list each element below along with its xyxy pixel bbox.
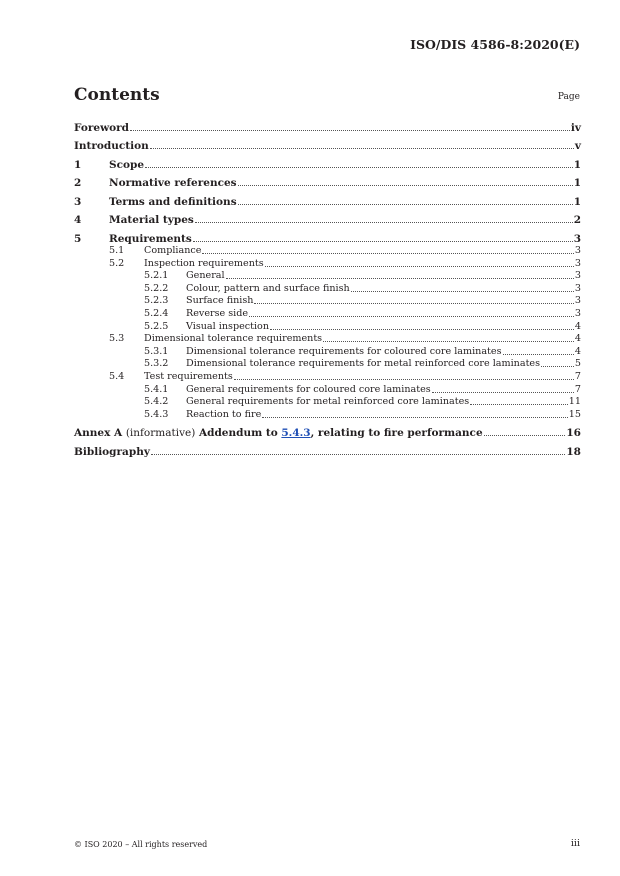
dot-leader — [265, 266, 574, 267]
toc-entry-page: 1 — [573, 159, 581, 171]
toc-entry-text: Visual inspection — [186, 321, 270, 332]
toc-entry-text — [74, 427, 483, 439]
dot-leader — [238, 185, 573, 186]
toc-entry-text: Dimensional tolerance requirements for coloured core laminates — [186, 346, 502, 357]
toc-entry-text: General — [186, 270, 225, 281]
toc-entry-page: 4 — [574, 346, 581, 357]
toc-entry-number: 5.2 — [109, 258, 125, 269]
toc-entry-text: Requirements — [109, 233, 192, 245]
dot-leader — [249, 316, 574, 317]
toc-entry-number: 4 — [74, 214, 82, 226]
toc-entry-bibliography[interactable] — [74, 446, 581, 458]
toc-entry-page: 3 — [574, 245, 581, 256]
toc-entry-text: Bibliography — [74, 446, 150, 458]
toc-entry-test-requirements[interactable] — [74, 371, 581, 383]
dot-leader — [323, 341, 574, 342]
toc-entry-text: Material types — [109, 214, 194, 226]
toc-entry-number: 5.1 — [109, 245, 125, 256]
toc-entry-page: 1 — [573, 196, 581, 208]
toc-entry-requirements[interactable] — [74, 233, 581, 245]
toc-entry-page: iv — [570, 122, 581, 134]
toc-entry-page: 7 — [574, 371, 581, 382]
dot-leader — [351, 291, 574, 292]
dot-leader — [484, 435, 566, 436]
toc-entry-page: 3 — [574, 295, 581, 306]
toc-entry-terms-definitions[interactable] — [74, 196, 581, 208]
toc-entry-page: 11 — [568, 396, 581, 407]
annex-title-start: Addendum to — [198, 427, 278, 439]
dot-leader — [270, 329, 574, 330]
toc-entry-page: 16 — [566, 427, 581, 439]
toc-entry-reverse-side[interactable] — [74, 308, 581, 320]
toc-entry-text: Dimensional tolerance requirements — [144, 333, 323, 344]
toc-entry-gen-req-metal-core[interactable] — [74, 396, 581, 408]
toc-entry-gen-req-coloured-core[interactable] — [74, 384, 581, 396]
toc-entry-text: Test requirements — [144, 371, 233, 382]
toc-entry-text: Introduction — [74, 140, 149, 152]
toc-entry-text: Compliance — [144, 245, 202, 256]
toc-entry-number: 5.2.2 — [144, 283, 169, 294]
toc-entry-number: 3 — [74, 196, 82, 208]
toc-entry-number: 2 — [74, 177, 82, 189]
toc-entry-scope[interactable] — [74, 159, 581, 171]
toc-entry-page: 1 — [573, 177, 581, 189]
document-id: ISO/DIS 4586-8:2020(E) — [410, 37, 580, 52]
dot-leader — [130, 130, 570, 131]
annex-informative: (informative) — [125, 427, 196, 439]
toc-entry-text: Inspection requirements — [144, 258, 264, 269]
copyright-notice: © ISO 2020 – All rights reserved — [74, 840, 208, 849]
toc-entry-number: 5.3.1 — [144, 346, 169, 357]
toc-entry-number: 5.2.5 — [144, 321, 169, 332]
dot-leader — [262, 417, 568, 418]
toc-entry-text: Surface finish — [186, 295, 254, 306]
toc-entry-dimensional-tolerance[interactable] — [74, 333, 581, 345]
toc-entry-text: Colour, pattern and surface finish — [186, 283, 350, 294]
toc-entry-foreword[interactable] — [74, 122, 581, 134]
toc-entry-text: Reverse side — [186, 308, 249, 319]
toc-entry-page: 4 — [574, 321, 581, 332]
toc-entry-general[interactable] — [74, 270, 581, 282]
toc-entry-text: Dimensional tolerance requirements for metal reinforced core laminates — [186, 358, 541, 369]
toc-entry-normative-references[interactable] — [74, 177, 581, 189]
toc-entry-page: 3 — [574, 308, 581, 319]
toc-entry-page: 4 — [574, 333, 581, 344]
dot-leader — [503, 354, 574, 355]
toc-entry-page: 2 — [573, 214, 581, 226]
toc-entry-page: 3 — [574, 283, 581, 294]
annex-title-end: , relating to fire performance — [310, 427, 483, 439]
dot-leader — [151, 454, 565, 455]
toc-entry-introduction[interactable] — [74, 140, 581, 152]
page-number: iii — [570, 838, 580, 849]
toc-entry-page: 3 — [574, 270, 581, 281]
clause-link[interactable]: 5.4.3 — [281, 427, 311, 439]
toc-entry-page: 18 — [566, 446, 581, 458]
toc-entry-text: Scope — [109, 159, 145, 171]
dot-leader — [238, 204, 573, 205]
toc-entry-colour-pattern[interactable] — [74, 283, 581, 295]
toc-entry-text: General requirements for metal reinforced core laminates — [186, 396, 470, 407]
toc-entry-number: 5.4.3 — [144, 409, 169, 420]
toc-entry-number: 5.2.4 — [144, 308, 169, 319]
toc-entry-number: 5.2.3 — [144, 295, 169, 306]
toc-entry-annex-a[interactable] — [74, 427, 581, 439]
toc-entry-page: 15 — [568, 409, 581, 420]
toc-entry-dim-tol-coloured-core[interactable] — [74, 346, 581, 358]
toc-entry-text: Terms and definitions — [109, 196, 237, 208]
toc-entry-page: 7 — [574, 384, 581, 395]
annex-label: Annex A — [74, 427, 123, 439]
toc-entry-compliance[interactable] — [74, 245, 581, 257]
toc-entry-page: 5 — [574, 358, 581, 369]
dot-leader — [145, 167, 573, 168]
toc-entry-page: v — [574, 140, 581, 152]
toc-entry-number: 5.4.1 — [144, 384, 169, 395]
dot-leader — [432, 392, 574, 393]
dot-leader — [254, 303, 573, 304]
dot-leader — [470, 404, 568, 405]
toc-entry-number: 5 — [74, 233, 82, 245]
toc-entry-reaction-to-fire[interactable] — [74, 409, 581, 421]
page-column-label: Page — [557, 92, 580, 102]
toc-entry-page: 3 — [574, 258, 581, 269]
contents-title: Contents — [74, 85, 160, 105]
toc-entry-surface-finish[interactable] — [74, 295, 581, 307]
toc-entry-text: Foreword — [74, 122, 130, 134]
toc-entry-material-types[interactable] — [74, 214, 581, 226]
toc-entry-number: 5.3.2 — [144, 358, 169, 369]
toc-entry-visual-inspection[interactable] — [74, 321, 581, 333]
toc-entry-number: 5.3 — [109, 333, 125, 344]
toc-entry-inspection-requirements[interactable] — [74, 258, 581, 270]
toc-entry-dim-tol-metal-core[interactable] — [74, 358, 581, 370]
dot-leader — [150, 148, 574, 149]
toc-entry-text: Reaction to fire — [186, 409, 262, 420]
dot-leader — [541, 366, 574, 367]
dot-leader — [193, 241, 573, 242]
dot-leader — [202, 253, 573, 254]
toc-entry-text: Normative references — [109, 177, 237, 189]
toc-entry-text: General requirements for coloured core laminates — [186, 384, 431, 395]
dot-leader — [226, 278, 574, 279]
toc-entry-number: 5.4.2 — [144, 396, 169, 407]
toc-entry-number: 5.4 — [109, 371, 125, 382]
toc-entry-number: 1 — [74, 159, 82, 171]
toc-entry-page: 3 — [573, 233, 581, 245]
dot-leader — [195, 222, 573, 223]
toc-entry-number: 5.2.1 — [144, 270, 169, 281]
dot-leader — [234, 379, 574, 380]
